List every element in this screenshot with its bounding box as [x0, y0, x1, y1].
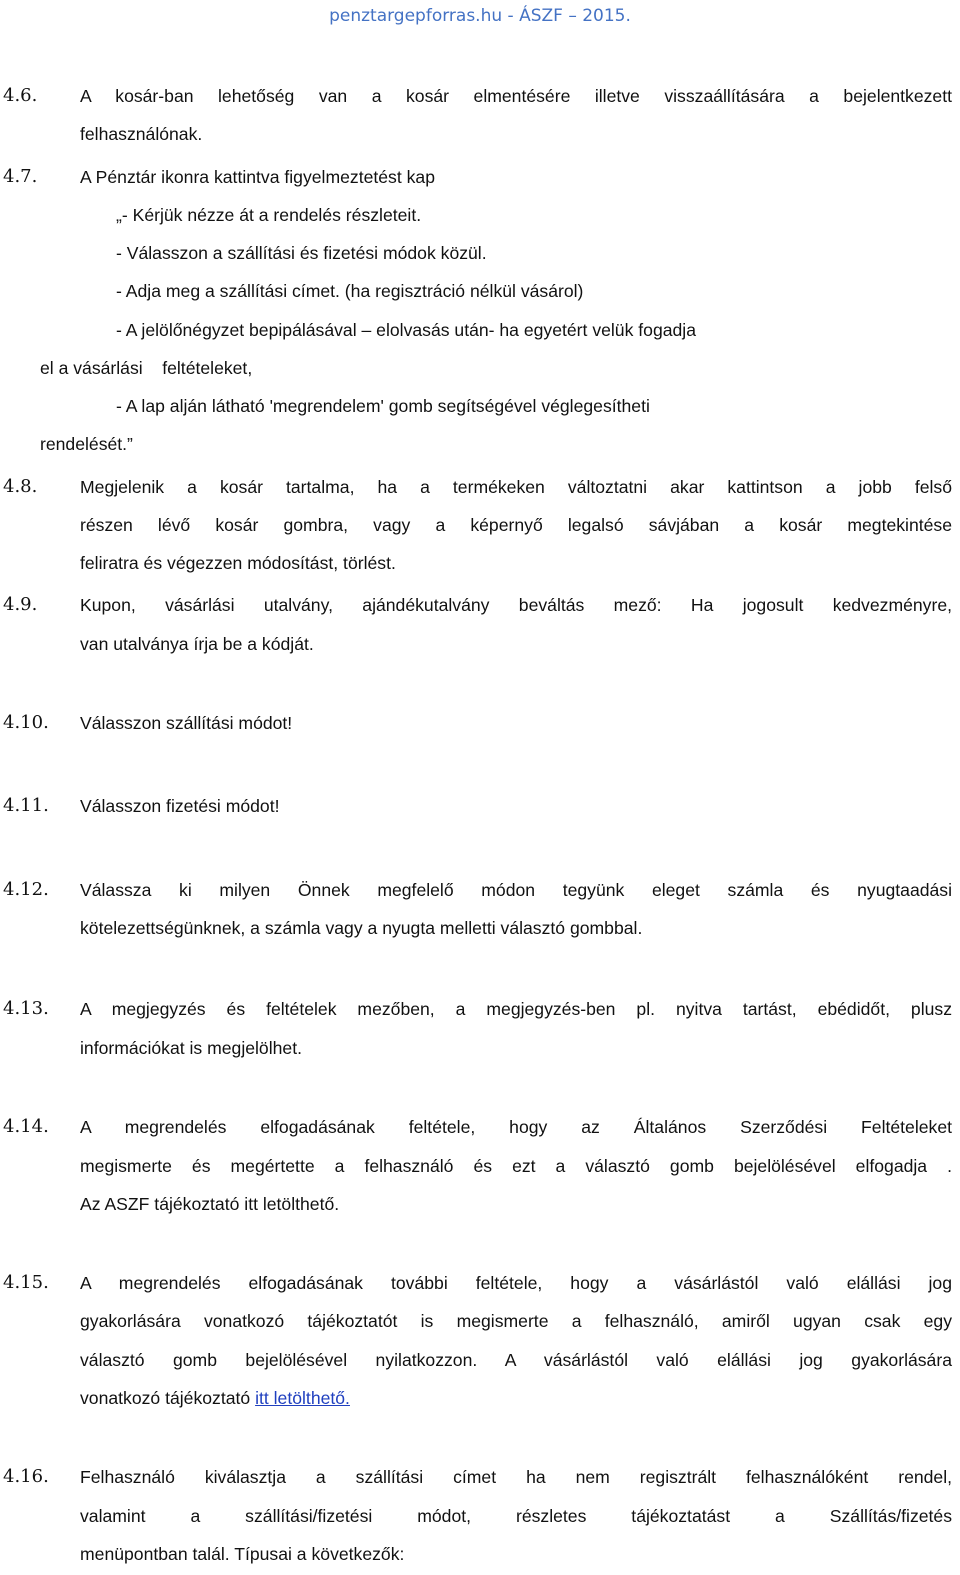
section-text: A megrendelés elfogadásának feltétele, hogy az Általános Szerződési Feltételeket: [80, 1117, 952, 1137]
section-text: - Adja meg a szállítási címet. (ha regisztráció nélkül vásárol): [116, 281, 584, 301]
download-link[interactable]: itt letölthető.: [255, 1388, 350, 1408]
section-text: Válasszon szállítási módot!: [80, 713, 293, 733]
section-number: 4.10.: [3, 712, 49, 733]
section-text: választó gomb bejelölésével nyilatkozzon. A vásárlástól való elállási jog gyakorlására: [80, 1350, 952, 1370]
section-text: kötelezettségünknek, a számla vagy a nyugta melletti választó gombbal.: [80, 918, 643, 938]
section-text: A megrendelés elfogadásának további feltétele, hogy a vásárlástól való elállási jog: [80, 1273, 952, 1293]
section-text: - A lap alján látható 'megrendelem' gomb segítségével véglegesítheti: [116, 396, 650, 416]
section-number: 4.16.: [3, 1466, 49, 1487]
section-number: 4.14.: [3, 1116, 49, 1137]
section-text: Kupon, vásárlási utalvány, ajándékutalvány beváltás mező: Ha jogosult kedvezményre,: [80, 595, 952, 615]
section-number: 4.6.: [3, 85, 38, 106]
section-text-fragment: vonatkozó tájékoztató: [80, 1388, 256, 1408]
section-number: 4.15.: [3, 1272, 49, 1293]
section-number: 4.11.: [3, 795, 49, 816]
section-number: 4.8.: [3, 476, 38, 497]
section-text: Felhasználó kiválasztja a szállítási címet ha nem regisztrált felhasználóként rendel,: [80, 1467, 952, 1487]
section-text: valamint a szállítási/fizetési módot, részletes tájékoztatást a Szállítás/fizetés: [80, 1506, 952, 1526]
section-text: megismerte és megértette a felhasználó és ezt a választó gomb bejelölésével elfogadja .: [80, 1156, 952, 1176]
section-text: menüpontban talál. Típusai a következők:: [80, 1544, 405, 1564]
section-text: Az ASZF tájékoztató itt letölthető.: [80, 1194, 340, 1214]
section-text: [80, 1388, 350, 1409]
section-text: Megjelenik a kosár tartalma, ha a termékeken változtatni akar kattintson a jobb felső: [80, 477, 952, 497]
section-text: Válasszon fizetési módot!: [80, 796, 280, 816]
section-text: gyakorlására vonatkozó tájékoztatót is megismerte a felhasználó, amiről ugyan csak egy: [80, 1311, 952, 1331]
section-text: A Pénztár ikonra kattintva figyelmeztetést kap: [80, 167, 435, 187]
section-number: 4.12.: [3, 879, 49, 900]
section-number: 4.9.: [3, 594, 38, 615]
section-text: - Válasszon a szállítási és fizetési módok közül.: [116, 243, 487, 263]
section-text: feliratra és végezzen módosítást, törlést.: [80, 553, 396, 573]
section-text: felhasználónak.: [80, 124, 203, 144]
section-text: részen lévő kosár gombra, vagy a képernyő legalsó sávjában a kosár megtekintése: [80, 515, 952, 535]
section-text: Válassza ki milyen Önnek megfelelő módon tegyünk eleget számla és nyugtaadási: [80, 880, 952, 900]
section-text: rendelését.”: [40, 434, 133, 454]
section-text: A megjegyzés és feltételek mezőben, a megjegyzés-ben pl. nyitva tartást, ebédidőt, plusz: [80, 999, 952, 1019]
section-text: el a vásárlási feltételeket,: [40, 358, 253, 378]
section-text: A kosár-ban lehetőség van a kosár elmentésére illetve visszaállítására a bejelentkezett: [80, 86, 952, 106]
section-text: - A jelölőnégyzet bepipálásával – elolvasás után- ha egyetért velük fogadja: [116, 320, 697, 340]
section-text: „- Kérjük nézze át a rendelés részleteit.: [116, 205, 422, 225]
page-header: penztargepforras.hu - ÁSZF – 2015.: [329, 6, 631, 26]
section-number: 4.7.: [3, 166, 38, 187]
section-number: 4.13.: [3, 998, 49, 1019]
section-text: információkat is megjelölhet.: [80, 1038, 302, 1058]
section-text: van utalványa írja be a kódját.: [80, 634, 314, 654]
